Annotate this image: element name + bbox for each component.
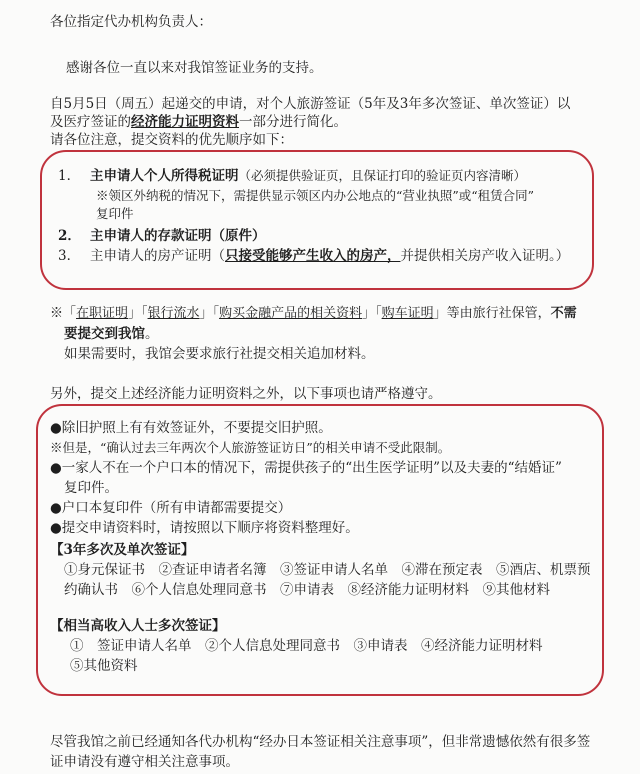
- deposit-proof-label: 主申请人的存款证明（原件）: [90, 228, 266, 244]
- rule-family-register: ●一家人不在一个户口本的情况下，需提供孩子的“出生医学证明”以及夫妻的“结婚证”: [50, 460, 562, 476]
- priority-item-1-note-2: 复印件: [96, 206, 134, 221]
- bank-statement: 银行流水: [147, 306, 200, 321]
- priority-num-3: 3．: [58, 248, 81, 264]
- intro-line-1: 自5月5日（周五）起递交的申请，对个人旅游签证（5年及3年多次签证、单次签证）以: [50, 96, 571, 112]
- intro-line-3: 请各位注意，提交资料的优先顺序如下：: [50, 132, 293, 148]
- rule-order-docs: ●提交申请资料时，请按照以下顺序将资料整理好。: [50, 520, 359, 536]
- income-tax-proof-label: 主申请人个人所得税证明: [90, 168, 239, 184]
- thanks-text: 感谢各位一直以来对我馆签证业务的支持。: [66, 60, 323, 76]
- rule-family-register-2: 复印件。: [64, 480, 118, 496]
- rule-old-passport: ●除旧护照上有有效签证外，不要提交旧护照。: [50, 420, 332, 436]
- priority-num-2: 2．: [58, 228, 81, 244]
- economic-proof-emphasis: 经济能力证明资料: [131, 114, 239, 130]
- car-purchase-proof: 购车证明: [381, 306, 434, 321]
- section-3yr-single-docs-1: ①身元保证书 ②查证申请者名簿 ③签证申请人名单 ④滞在预定表 ⑤酒店、机票预: [64, 562, 591, 578]
- note-separator: 」「: [128, 306, 148, 321]
- intro-line-2-post: 一部分进行简化。: [239, 114, 347, 130]
- additional-materials-note: 如果需要时，我馆会要求旅行社提交相关追加材料。: [64, 346, 375, 362]
- note-mid: 」等由旅行社保管，: [433, 306, 551, 321]
- property-proof-post: 并提供相关房产收入证明。）: [400, 248, 570, 264]
- employment-proof: 在职证明: [76, 306, 129, 321]
- note-end: 。: [145, 326, 159, 342]
- note-separator: 」「: [199, 306, 220, 321]
- intro-line-2-pre: 及医疗签证的: [50, 114, 131, 130]
- priority-item-3: [58, 246, 569, 266]
- property-proof-pre: 主申请人的房产证明（: [90, 248, 225, 264]
- section-3yr-single-docs-2: 约确认书 ⑥个人信息处理同意书 ⑦申请表 ⑧经济能力证明材料 ⑨其他材料: [64, 582, 550, 598]
- closing-line-2: 证申请没有遵守相关注意事项。: [50, 754, 239, 770]
- priority-item-1: [58, 166, 526, 186]
- section-3yr-single-title: 【3年多次及单次签证】: [50, 542, 195, 558]
- note-separator: 」「: [362, 306, 382, 321]
- not-submit-emphasis: 要提交到我馆: [64, 326, 145, 342]
- financial-product-docs: 购买金融产品的相关资料: [219, 306, 363, 321]
- priority-item-1-note: ※领区外纳税的情况下，需提供显示领区内办公地点的“营业执照”或“租赁合同”: [96, 188, 535, 203]
- note-open-bracket: ※「: [50, 306, 77, 321]
- rule-hukou-copy: ●户口本复印件（所有申请都需要提交）: [50, 500, 292, 516]
- kept-by-agency-note-2: [64, 324, 159, 344]
- rule-exception-note: ※但是，“确认过去三年两次个人旅游签证访日”的相关申请不受此限制。: [50, 440, 451, 455]
- closing-line-1: 尽管我馆之前已经通知各代办机构“经办日本签证相关注意事项”，但非常遗憾依然有很多签: [50, 734, 591, 750]
- kept-by-agency-note: [50, 304, 577, 324]
- also-comply-text: 另外，提交上述经济能力证明资料之外，以下事项也请严格遵守。: [50, 386, 442, 402]
- section-high-income-docs-1: ① 签证申请人名单 ②个人信息处理同意书 ③申请表 ④经济能力证明材料: [70, 638, 543, 654]
- property-proof-emphasis: 只接受能够产生收入的房产，: [225, 248, 401, 264]
- intro-line-2: [50, 112, 347, 132]
- priority-item-2: [58, 226, 266, 246]
- salutation: 各位指定代办机构负责人：: [50, 14, 212, 30]
- income-tax-proof-detail: （必须提供验证页，且保证打印的验证页内容清晰）: [238, 168, 527, 183]
- section-high-income-title: 【相当高收入人士多次签证】: [50, 618, 226, 634]
- section-high-income-docs-2: ⑤其他资料: [70, 658, 138, 674]
- priority-num-1: 1．: [58, 168, 81, 184]
- not-required-emphasis: 不需: [550, 306, 577, 321]
